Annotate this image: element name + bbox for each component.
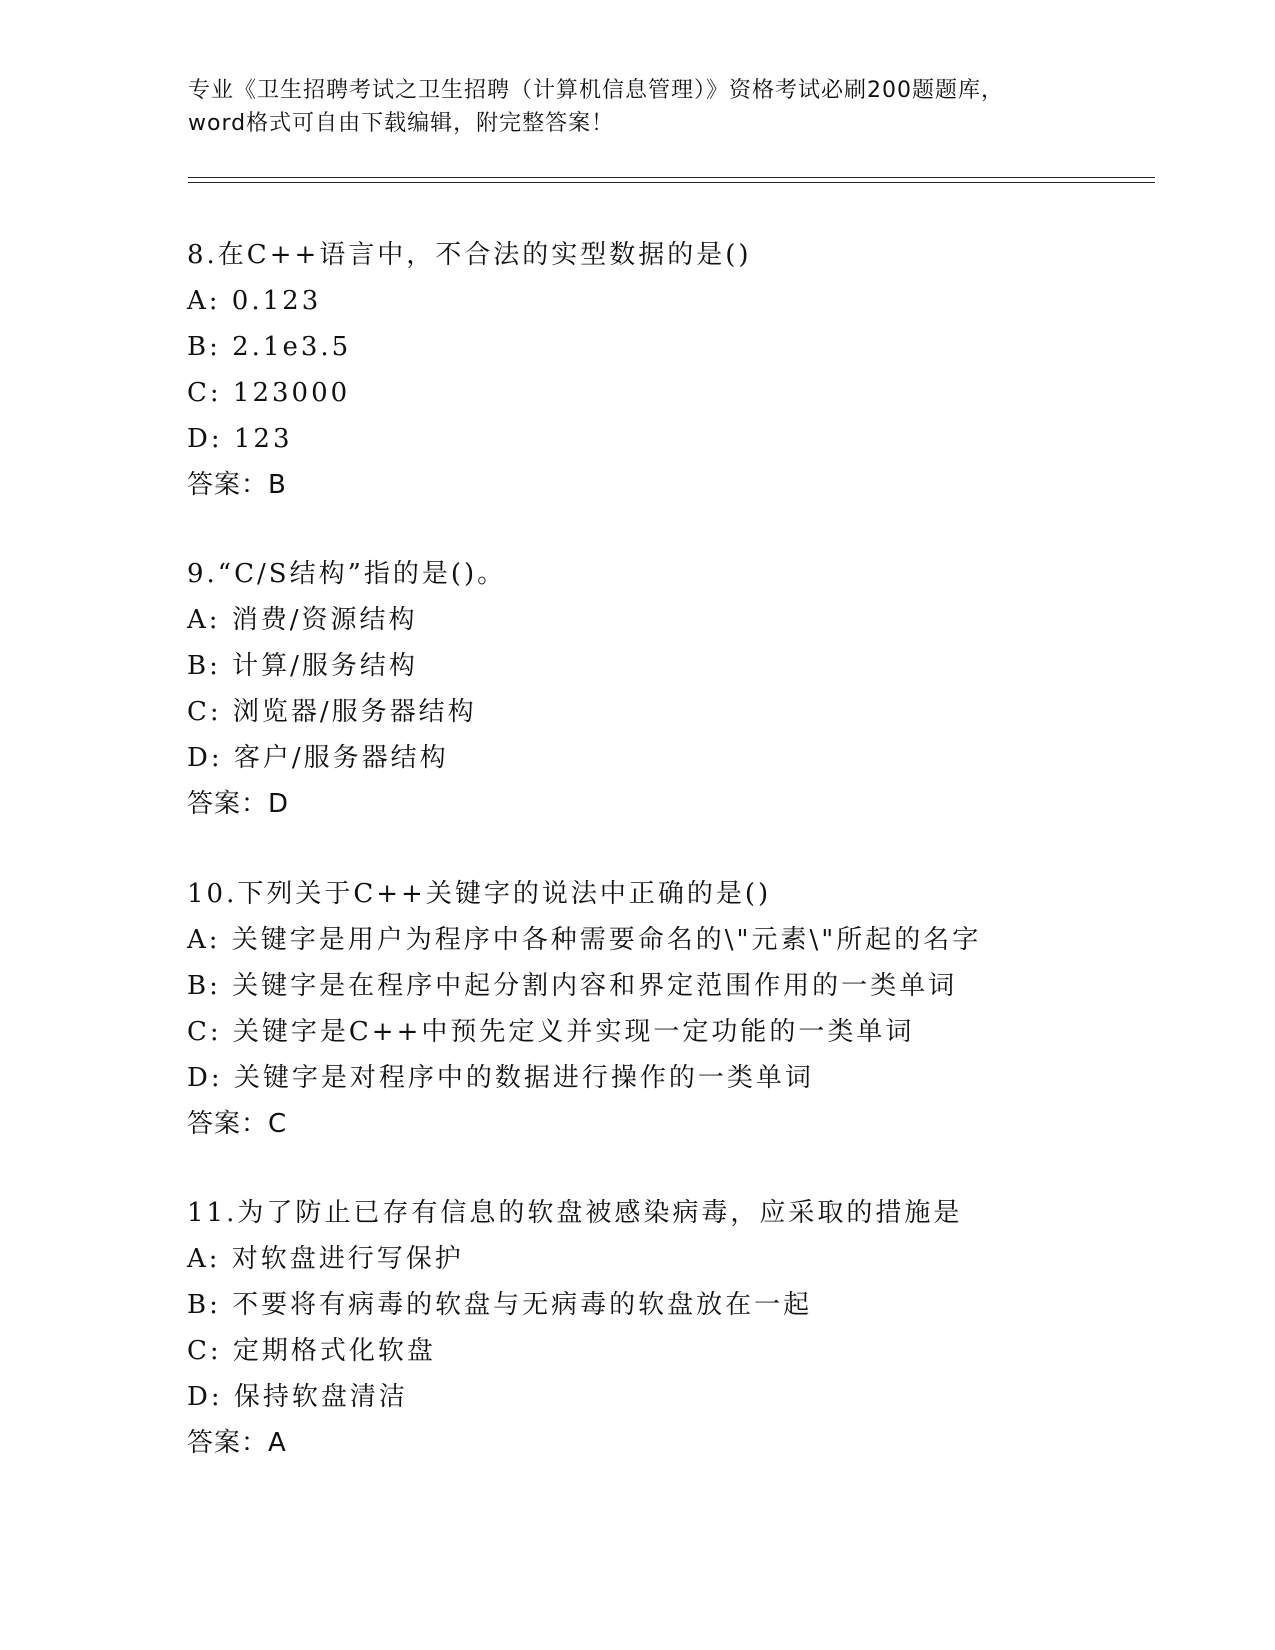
- answer-text: 答案：B: [187, 470, 287, 500]
- header-line-1: 专业《卫生招聘考试之卫生招聘（计算机信息管理）》资格考试必刷200题题库，: [188, 78, 1004, 103]
- question-9: [187, 551, 1187, 827]
- option-c: C: 123000: [187, 378, 351, 408]
- option-c: C: 浏览器/服务器结构: [187, 697, 477, 727]
- option-c: C: 定期格式化软盘: [187, 1336, 436, 1366]
- answer-text: 答案：A: [187, 1428, 287, 1458]
- answer-text: 答案：D: [187, 789, 290, 819]
- option-d: D: 123: [187, 424, 293, 454]
- header-divider-bottom: [188, 182, 1155, 183]
- option-b: B: 关键字是在程序中起分割内容和界定范围作用的一类单词: [187, 971, 958, 1001]
- option-a: A: 消费/资源结构: [187, 605, 418, 635]
- option-d: D: 客户/服务器结构: [187, 743, 449, 773]
- option-d: D: 关键字是对程序中的数据进行操作的一类单词: [187, 1063, 814, 1093]
- option-b: B: 不要将有病毒的软盘与无病毒的软盘放在一起: [187, 1290, 813, 1320]
- option-a: A: 0.123: [187, 286, 322, 316]
- question-stem: 10.下列关于C++关键字的说法中正确的是(): [187, 879, 772, 909]
- question-stem: 11.为了防止已存有信息的软盘被感染病毒，应采取的措施是: [187, 1198, 963, 1228]
- option-c: C: 关键字是C++中预先定义并实现一定功能的一类单词: [187, 1017, 915, 1047]
- option-d: D: 保持软盘清洁: [187, 1382, 408, 1412]
- header-divider-top: [188, 177, 1155, 178]
- option-b: B: 计算/服务结构: [187, 651, 418, 681]
- option-a: A: 关键字是用户为程序中各种需要命名的\"元素\"所起的名字: [187, 925, 982, 955]
- question-11: [187, 1190, 1187, 1466]
- question-stem: 8.在C++语言中，不合法的实型数据的是(): [187, 240, 752, 270]
- answer-text: 答案：C: [187, 1109, 288, 1139]
- document-header: [188, 74, 1088, 140]
- option-a: A: 对软盘进行写保护: [187, 1244, 464, 1274]
- option-b: B: 2.1e3.5: [187, 332, 352, 362]
- question-10: [187, 871, 1187, 1147]
- header-line-2: word格式可自由下载编辑，附完整答案！: [188, 111, 615, 136]
- question-stem: 9.“C/S结构”指的是()。: [187, 559, 507, 589]
- question-8: [187, 232, 1187, 508]
